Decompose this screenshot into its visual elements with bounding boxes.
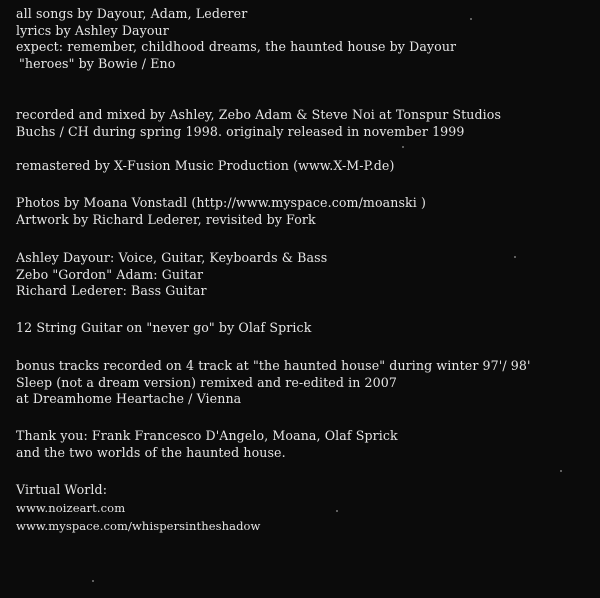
thanks-line: and the two worlds of the haunted house. (16, 444, 286, 460)
bonus-line: at Dreamhome Heartache / Vienna (16, 391, 242, 407)
guest-block (16, 320, 580, 337)
recording-line-2: Buchs / CH during spring 1998. originaly released in november 1999 (16, 123, 465, 139)
lineup-member: Zebo "Gordon" Adam: Guitar (16, 266, 204, 282)
virtual-world-block (16, 482, 580, 535)
lineup-member: Ashley Dayour: Voice, Guitar, Keyboards & Bass (16, 250, 328, 265)
virtual-world-heading: Virtual World: (16, 482, 108, 497)
bonus-line: Sleep (not a dream version) remixed and re-edited in 2007 (16, 374, 397, 390)
remaster-credit: remastered by X-Fusion Music Production (www.X-M-P.de) (16, 158, 395, 173)
website-link[interactable]: www.noizeart.com (16, 500, 126, 515)
credits-block (16, 6, 580, 72)
photos-credit: Photos by Moana Vonstadl (http://www.myspace.com/moanski ) (16, 195, 427, 210)
guest-credit: 12 String Guitar on "never go" by Olaf Sprick (16, 320, 312, 335)
bonus-block (16, 358, 580, 408)
dust-speck (560, 470, 562, 472)
lineup-block (16, 250, 580, 300)
photos-block (16, 195, 580, 228)
remaster-block (16, 158, 580, 175)
artwork-credit: Artwork by Richard Lederer, revisited by Fork (16, 211, 316, 227)
except-credit: expect: remember, childhood dreams, the haunted house by Dayour (16, 39, 457, 55)
recording-block (16, 107, 580, 140)
myspace-link[interactable]: www.myspace.com/whispersintheshadow (16, 518, 261, 533)
dust-speck (402, 146, 404, 148)
lineup-member: Richard Lederer: Bass Guitar (16, 283, 207, 299)
thanks-block (16, 428, 580, 461)
heroes-credit: "heroes" by Bowie / Eno (19, 55, 176, 71)
lyrics-credit: lyrics by Ashley Dayour (16, 22, 169, 38)
dust-speck (92, 580, 94, 582)
recording-line-1: recorded and mixed by Ashley, Zebo Adam & Steve Noi at Tonspur Studios (16, 107, 502, 122)
bonus-line: bonus tracks recorded on 4 track at "the haunted house" during winter 97'/ 98' (16, 358, 531, 373)
songs-credit: all songs by Dayour, Adam, Lederer (16, 6, 248, 21)
thanks-line: Thank you: Frank Francesco D'Angelo, Moana, Olaf Sprick (16, 428, 398, 443)
